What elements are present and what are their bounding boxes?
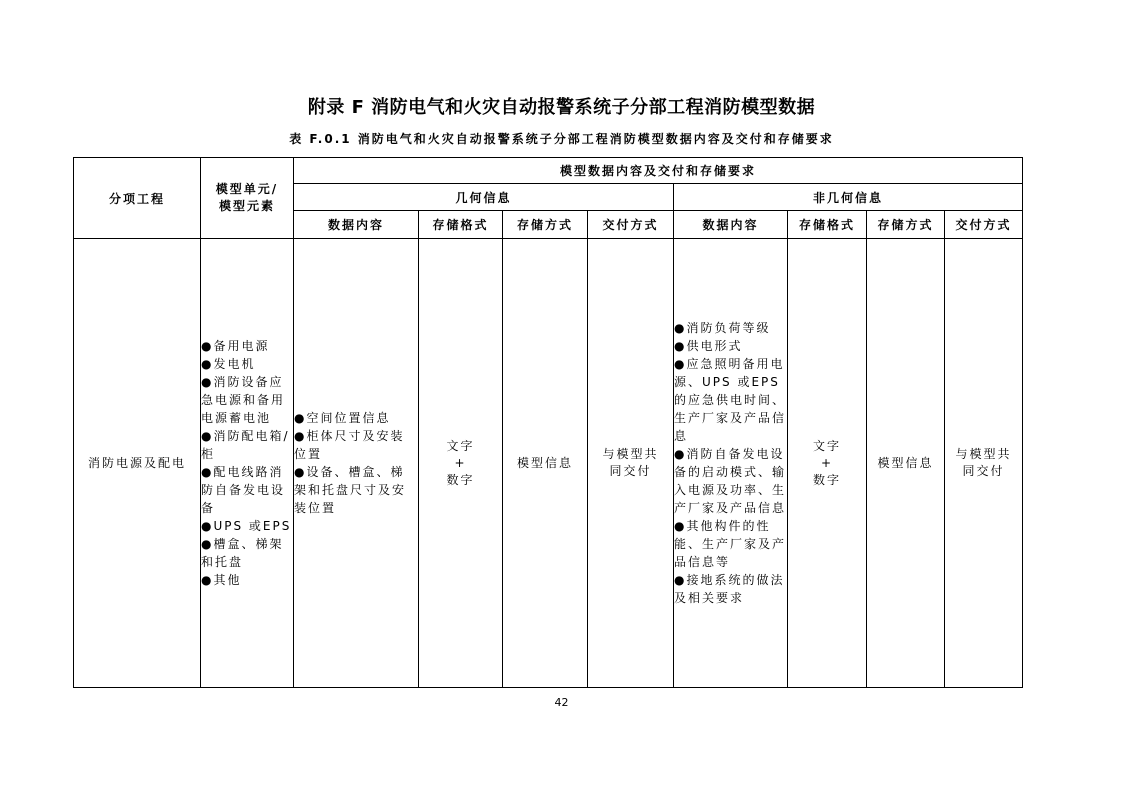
- list-item: ● 空间位置信息: [294, 409, 418, 427]
- list-item: ● 消防自备发电设备的启动模式、输入电源及功率、生产厂家及产品信息: [674, 445, 787, 517]
- header-unit: 模型单元/模型元素: [201, 158, 294, 239]
- list-item: ● 供电形式: [674, 337, 787, 355]
- page-number: 42: [554, 696, 569, 709]
- header-geo-content: 数据内容: [294, 211, 419, 239]
- cell-nongeo-format: 文字 + 数字: [788, 239, 867, 688]
- list-item: ● 消防设备应急电源和备用电源蓄电池: [201, 373, 293, 427]
- table-row: [74, 239, 1023, 688]
- header-nongeo-content: 数据内容: [674, 211, 788, 239]
- cell-nongeo-delivery: 与模型共同交付: [945, 239, 1023, 688]
- header-geo-format: 存储格式: [419, 211, 503, 239]
- header-nongeo-storage: 存储方式: [867, 211, 945, 239]
- cell-item: 消防电源及配电: [74, 239, 201, 688]
- cell-geo-format: 文字 + 数字: [419, 239, 503, 688]
- header-item: 分项工程: [74, 158, 201, 239]
- header-nongeo-delivery: 交付方式: [945, 211, 1023, 239]
- cell-nongeo-storage: 模型信息: [867, 239, 945, 688]
- list-item: ● 消防配电箱/柜: [201, 427, 293, 463]
- data-table: [73, 157, 1023, 688]
- list-item: ● 其他构件的性能、生产厂家及产品信息等: [674, 517, 787, 571]
- table-caption: 表 F.0.1 消防电气和火灾自动报警系统子分部工程消防模型数据内容及交付和存储要求: [289, 132, 834, 146]
- list-item: ● UPS 或EPS: [201, 517, 293, 535]
- cell-geo-content: [294, 239, 419, 688]
- list-item: ● 其他: [201, 571, 293, 589]
- cell-units: [201, 239, 294, 688]
- header-nongeo-format: 存储格式: [788, 211, 867, 239]
- list-item: ● 设备、槽盒、梯架和托盘尺寸及安装位置: [294, 463, 418, 517]
- page-title: 附录 F 消防电气和火灾自动报警系统子分部工程消防模型数据: [307, 97, 816, 118]
- header-requirements: 模型数据内容及交付和存储要求: [294, 158, 1023, 184]
- list-item: ● 应急照明备用电源、UPS 或EPS 的应急供电时间、生产厂家及产品信息: [674, 355, 787, 445]
- list-item: ● 柜体尺寸及安装位置: [294, 427, 418, 463]
- cell-geo-storage: 模型信息: [503, 239, 588, 688]
- cell-nongeo-content: [674, 239, 788, 688]
- header-geometric: 几何信息: [294, 184, 674, 211]
- header-geo-delivery: 交付方式: [588, 211, 674, 239]
- header-nongeometric: 非几何信息: [674, 184, 1023, 211]
- list-item: ● 备用电源: [201, 337, 293, 355]
- list-item: ● 接地系统的做法及相关要求: [674, 571, 787, 607]
- cell-geo-delivery: 与模型共同交付: [588, 239, 674, 688]
- list-item: ● 配电线路消防自备发电设备: [201, 463, 293, 517]
- list-item: ● 消防负荷等级: [674, 319, 787, 337]
- list-item: ● 槽盒、梯架和托盘: [201, 535, 293, 571]
- header-geo-storage: 存储方式: [503, 211, 588, 239]
- list-item: ● 发电机: [201, 355, 293, 373]
